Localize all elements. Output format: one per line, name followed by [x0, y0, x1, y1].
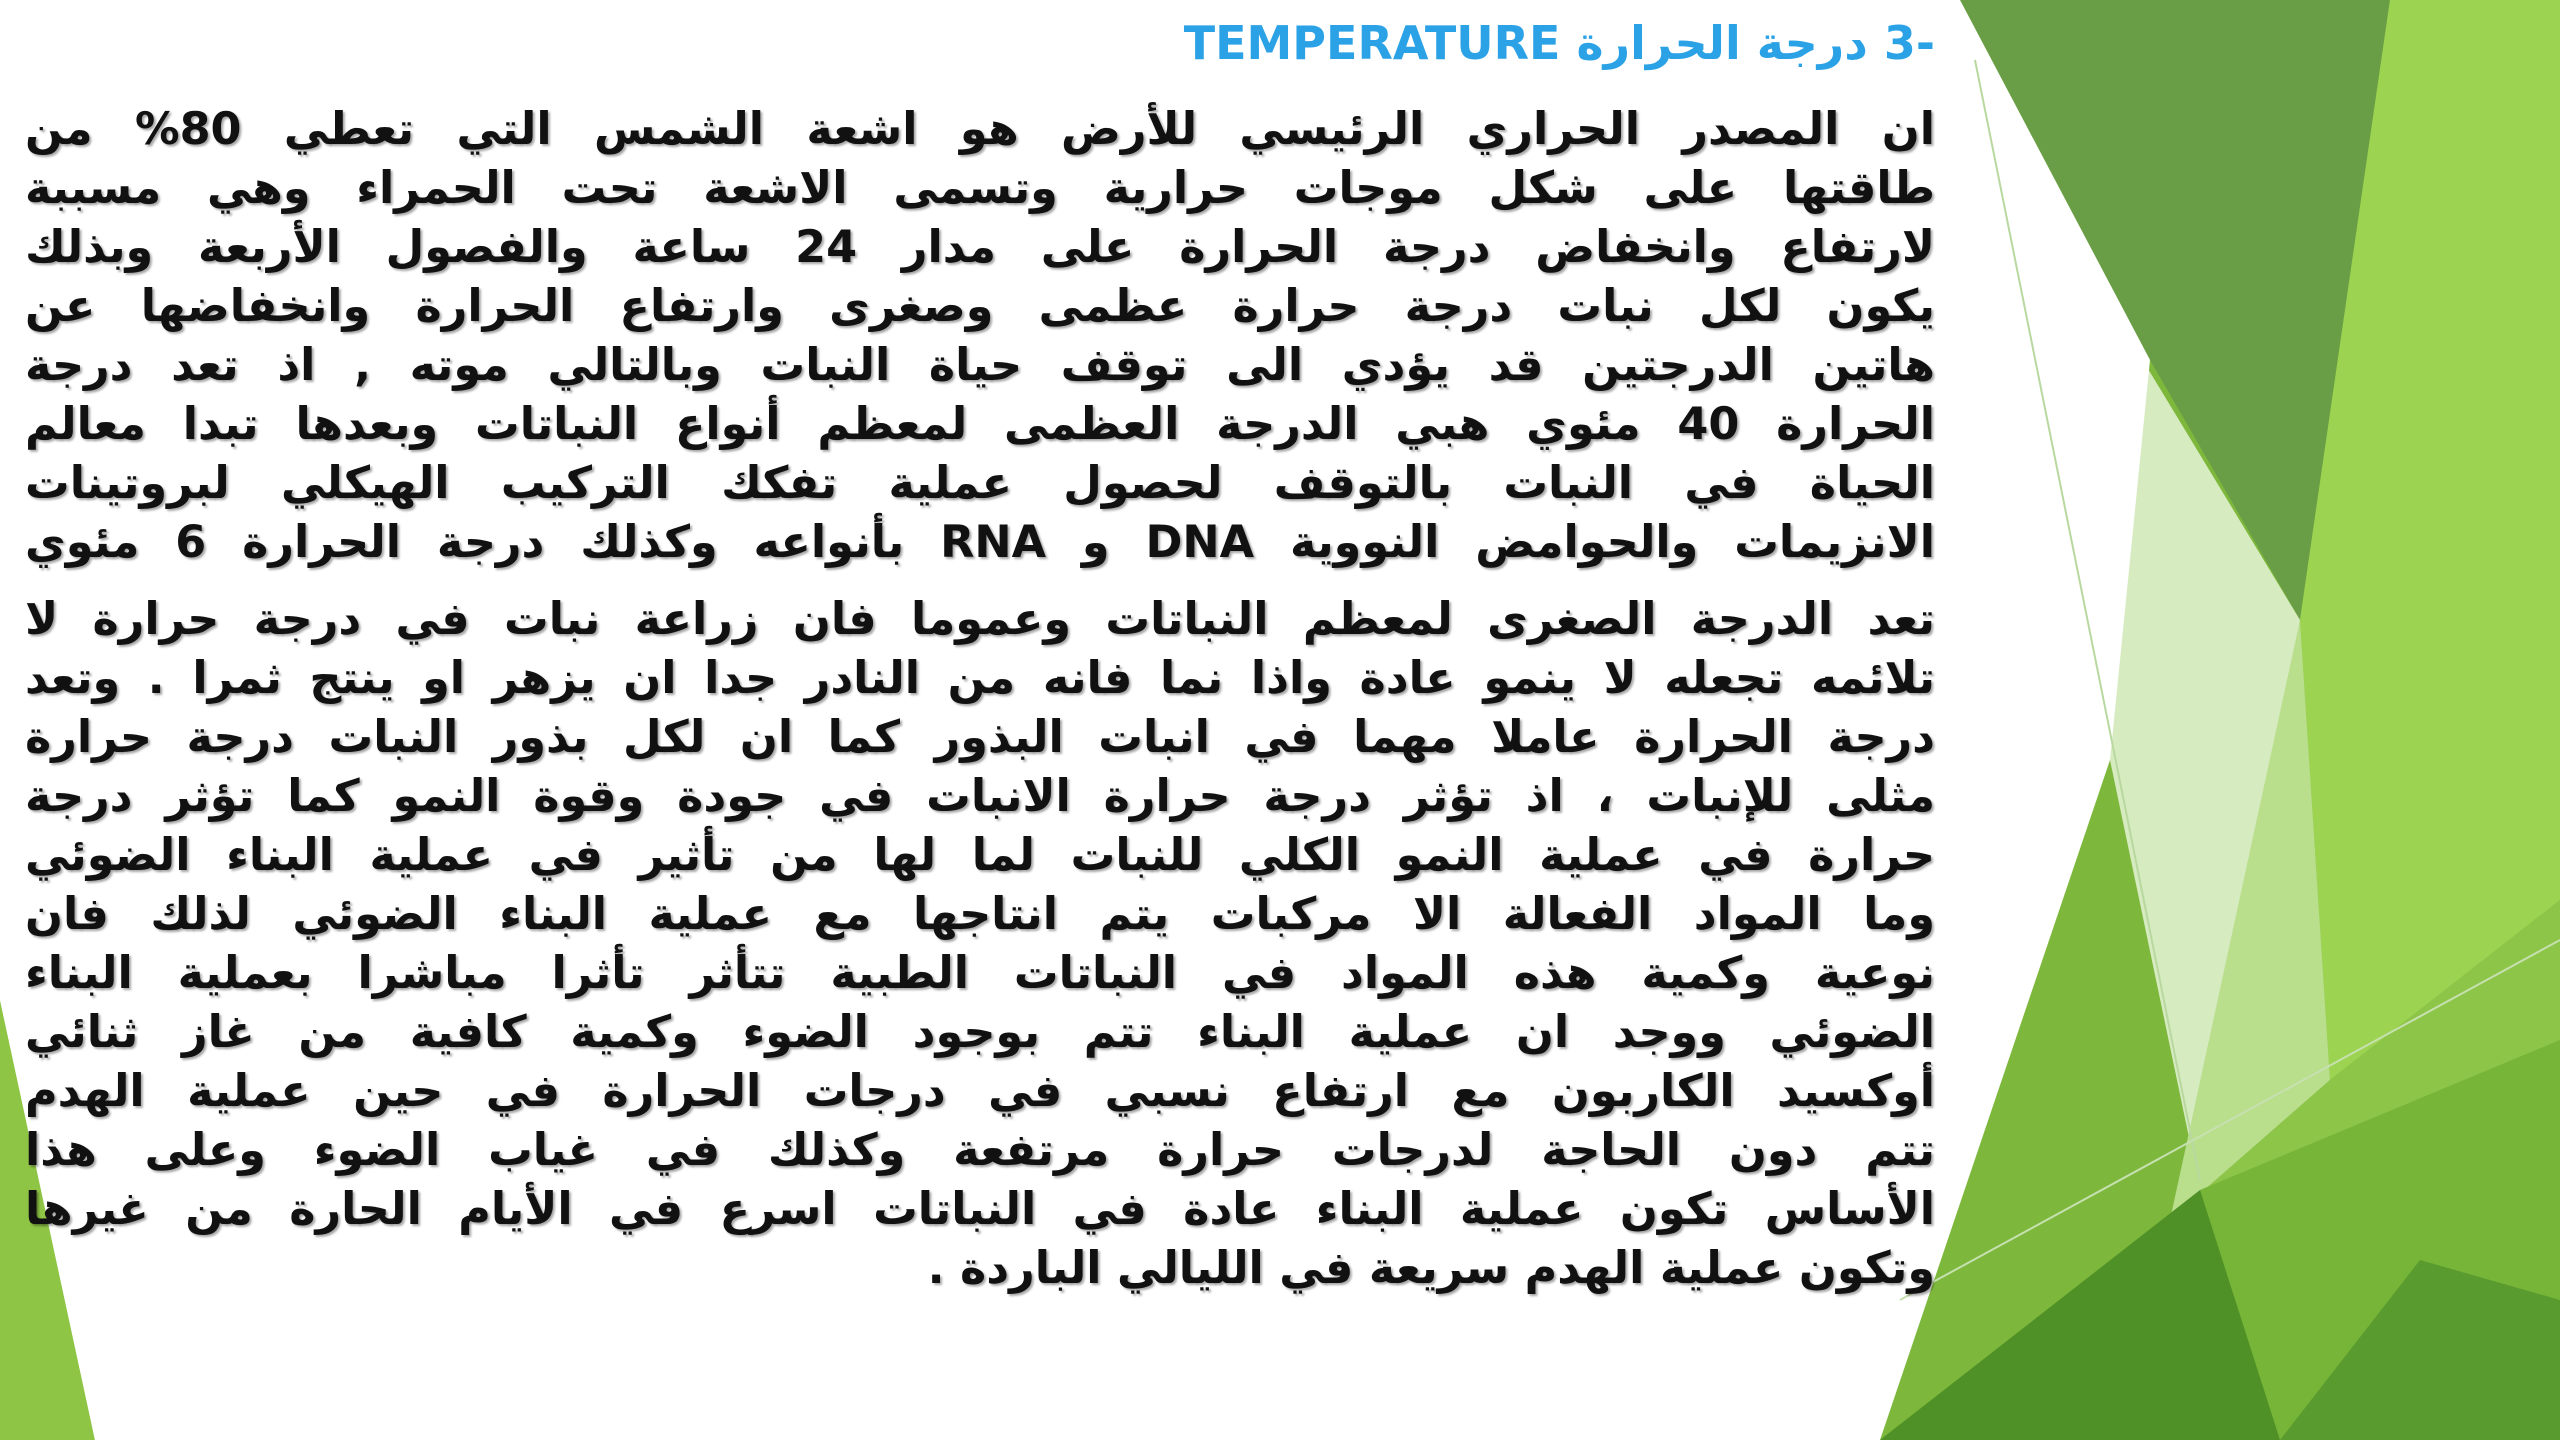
paragraph-line: درجة الحرارة عاملا مهما في انبات البذور كما ان لكل بذور النبات درجة حرارة — [25, 712, 1935, 763]
title-arabic: درجة الحرارة — [1576, 16, 1868, 70]
paragraph-line: أوكسيد الكاربون مع ارتفاع نسبي في درجات الحرارة في حين عملية الهدم — [25, 1066, 1935, 1117]
title-latin: TEMPERATURE — [1183, 16, 1561, 70]
paragraph-line: حرارة في عملية النمو الكلي للنبات لما لها من تأثير في عملية البناء الضوئي — [25, 830, 1935, 881]
title-number: -3 — [1883, 16, 1935, 70]
paragraph-line: وتكون عملية الهدم سريعة في الليالي الباردة . — [927, 1243, 1935, 1294]
paragraph-line: يكون لكل نبات درجة حرارة عظمى وصغرى وارتفاع الحرارة وانخفاضها عن — [25, 281, 1935, 332]
paragraph-line: وما المواد الفعالة الا مركبات يتم انتاجها مع عملية البناء الضوئي لذلك فان — [25, 889, 1935, 940]
paragraph-line: تتم دون الحاجة لدرجات حرارة مرتفعة وكذلك في غياب الضوء وعلى هذا — [25, 1125, 1935, 1176]
paragraph-line: الحرارة 40 مئوي هبي الدرجة العظمى لمعظم أنواع النباتات وبعدها تبدا معالم — [25, 399, 1936, 450]
paragraph-line: مثلى للإنبات ، اذ تؤثر درجة حرارة الانبات في جودة وقوة النمو كما تؤثر درجة — [25, 771, 1935, 822]
paragraph-line: طاقتها على شكل موجات حرارية وتسمى الاشعة تحت الحمراء وهي مسببة — [25, 163, 1935, 214]
paragraph-line: ان المصدر الحراري الرئيسي للأرض هو اشعة الشمس التي تعطي 80% من — [25, 104, 1935, 155]
paragraph-line: الضوئي ووجد ان عملية البناء تتم بوجود الضوء وكمية كافية من غاز ثنائي — [25, 1007, 1935, 1058]
paragraph-line: الحياة في النبات بالتوقف لحصول عملية تفكك التركيب الهيكلي لبروتينات — [25, 458, 1935, 509]
paragraph-line: هاتين الدرجتين قد يؤدي الى توقف حياة النبات وبالتالي موته , اذ تعد درجة — [25, 340, 1935, 391]
slide-title — [1184, 12, 1935, 74]
paragraph-line: لارتفاع وانخفاض درجة الحرارة على مدار 24 ساعة والفصول الأربعة وبذلك — [25, 222, 1935, 273]
paragraph-line: تعد الدرجة الصغرى لمعظم النباتات وعموما فان زراعة نبات في درجة حرارة لا — [25, 594, 1935, 645]
paragraph-line: نوعية وكمية هذه المواد في النباتات الطبية تتأثر تأثرا مباشرا بعملية البناء — [25, 948, 1935, 999]
paragraph-line: الانزيمات والحوامض النووية DNA و RNA بأنواعه وكذلك درجة الحرارة 6 مئوي — [25, 517, 1935, 568]
slide-body — [25, 100, 1935, 1298]
paragraph-1 — [25, 100, 1935, 572]
paragraph-2 — [25, 590, 1935, 1298]
paragraph-line: الأساس تكون عملية البناء عادة في النباتات اسرع في الأيام الحارة من غيرها — [25, 1184, 1935, 1235]
paragraph-line: تلائمه تجعله لا ينمو عادة واذا نما فانه من النادر جدا ان يزهر او ينتج ثمرا . وتعد — [25, 653, 1935, 704]
